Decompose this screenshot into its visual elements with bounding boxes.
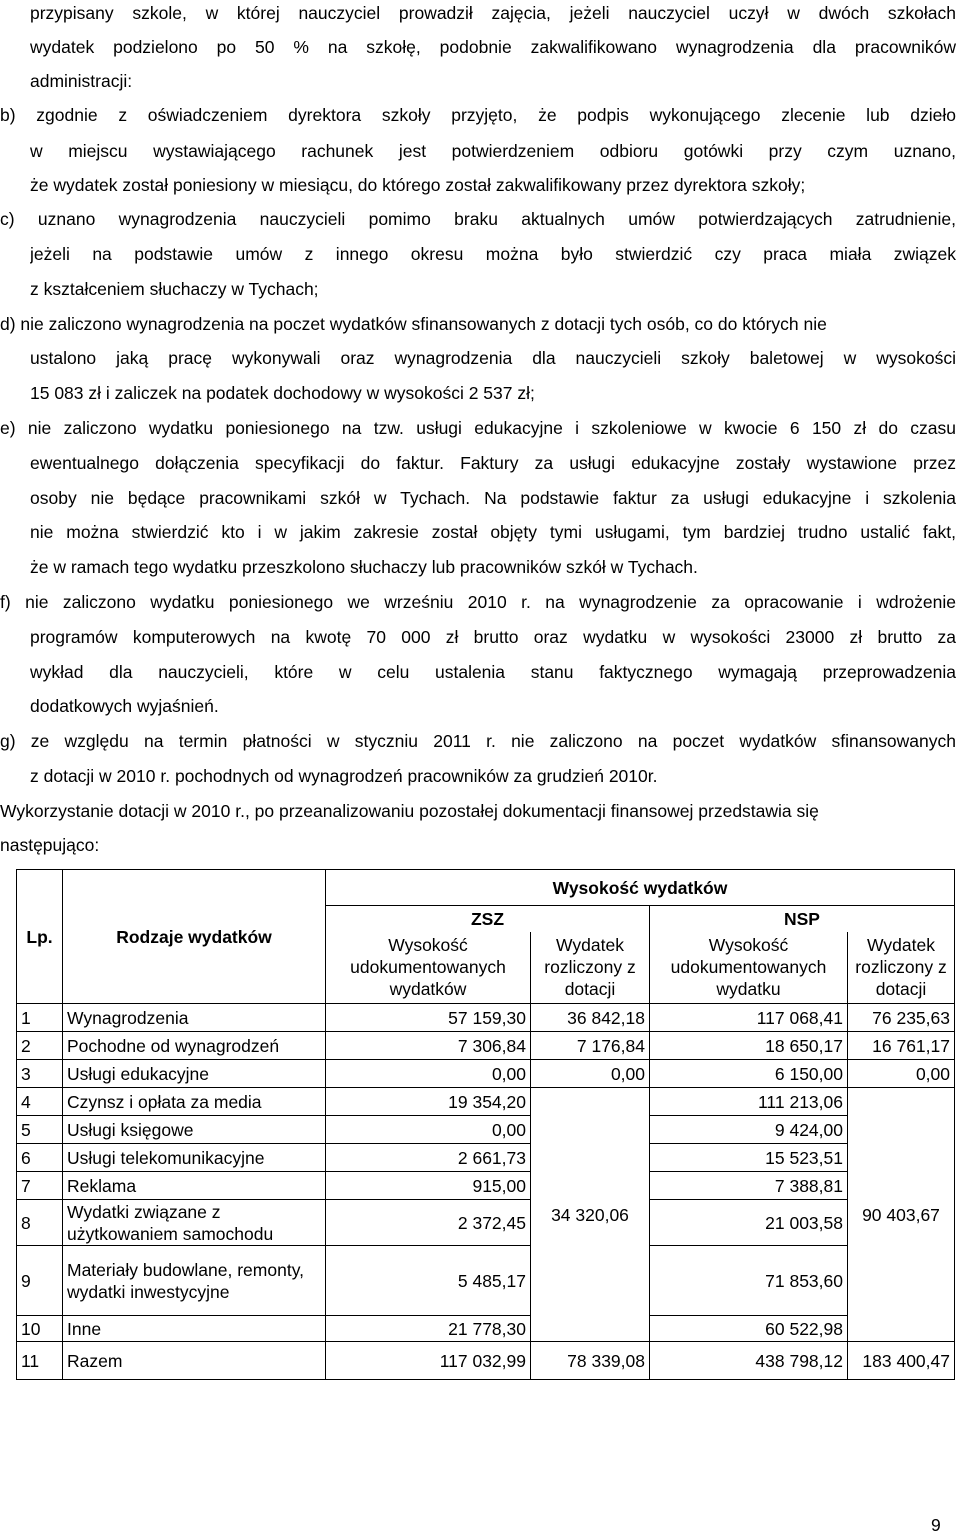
row-name: Reklama bbox=[63, 1172, 326, 1200]
table-row bbox=[17, 1200, 955, 1246]
row-nsp-documented: 60 522,98 bbox=[650, 1316, 848, 1342]
row-name: Usługi edukacyjne bbox=[63, 1060, 326, 1088]
text-line: że w ramach tego wydatku przeszkolono słuchaczy lub pracowników szkół w Tychach. bbox=[30, 557, 698, 577]
merged-nsp-settled: 90 403,67 bbox=[848, 1088, 955, 1342]
row-zsz-documented: 57 159,30 bbox=[326, 1004, 531, 1032]
row-name: Usługi telekomunikacyjne bbox=[63, 1144, 326, 1172]
text-line: przypisany szkole, w której nauczyciel prowadził zajęcia, jeżeli nauczyciel uczył w dwóch szkołach bbox=[30, 3, 956, 23]
row-lp: 10 bbox=[17, 1316, 63, 1342]
row-name: Czynsz i opłata za media bbox=[63, 1088, 326, 1116]
text-line: f) nie zaliczono wydatku poniesionego we wrześniu 2010 r. na wynagrodzenie za opracowanie i wdrożenie bbox=[0, 592, 956, 612]
header-lp: Lp. bbox=[17, 870, 63, 1004]
header-zsz: ZSZ bbox=[326, 906, 650, 932]
text-line: wykład dla nauczycieli, które w celu ustalenia stanu faktycznego wymagają przeprowadzenia bbox=[30, 662, 956, 682]
text-line: z kształceniem słuchaczy w Tychach; bbox=[30, 279, 319, 299]
row-nsp-documented: 117 068,41 bbox=[650, 1004, 848, 1032]
text-line: jeżeli na podstawie umów z innego okresu można było stwierdzić czy praca miała związek bbox=[30, 244, 956, 264]
row-zsz-documented: 2 661,73 bbox=[326, 1144, 531, 1172]
row-lp: 11 bbox=[17, 1342, 63, 1380]
row-lp: 3 bbox=[17, 1060, 63, 1088]
header-zsz-documented: Wysokość udokumentowanych wydatków bbox=[326, 932, 531, 1004]
table-row bbox=[17, 1172, 955, 1200]
row-nsp-documented: 111 213,06 bbox=[650, 1088, 848, 1116]
row-zsz-documented: 0,00 bbox=[326, 1060, 531, 1088]
row-lp: 4 bbox=[17, 1088, 63, 1116]
row-zsz-settled: 36 842,18 bbox=[531, 1004, 650, 1032]
text-line: dodatkowych wyjaśnień. bbox=[30, 696, 219, 716]
header-nsp-documented: Wysokość udokumentowanych wydatku bbox=[650, 932, 848, 1004]
text-line: z dotacji w 2010 r. pochodnych od wynagrodzeń pracowników za grudzień 2010r. bbox=[30, 766, 658, 786]
row-lp: 9 bbox=[17, 1246, 63, 1316]
text-line: b) zgodnie z oświadczeniem dyrektora szkoły przyjęto, że podpis wykonującego zlecenie lub dzieło bbox=[0, 105, 956, 125]
row-nsp-documented: 71 853,60 bbox=[650, 1246, 848, 1316]
text-line: następująco: bbox=[0, 835, 100, 855]
row-zsz-settled: 7 176,84 bbox=[531, 1032, 650, 1060]
text-line: ewentualnego dołączenia specyfikacji do faktur. Faktury za usługi edukacyjne zostały wystawione przez bbox=[30, 453, 956, 473]
row-zsz-settled: 0,00 bbox=[531, 1060, 650, 1088]
text-line: e) nie zaliczono wydatku poniesionego na tzw. usługi edukacyjne i szkoleniowe w kwocie 6 150 zł do czasu bbox=[0, 418, 956, 438]
row-nsp-settled: 0,00 bbox=[848, 1060, 955, 1088]
row-zsz-documented: 7 306,84 bbox=[326, 1032, 531, 1060]
text-line: Wykorzystanie dotacji w 2010 r., po przeanalizowaniu pozostałej dokumentacji finansowej przedstawia się bbox=[0, 801, 819, 821]
row-lp: 6 bbox=[17, 1144, 63, 1172]
row-zsz-documented: 19 354,20 bbox=[326, 1088, 531, 1116]
text-line: że wydatek został poniesiony w miesiącu, do którego został zakwalifikowany przez dyrektora szkoły; bbox=[30, 175, 806, 195]
row-name: Wydatki związane z użytkowaniem samochodu bbox=[63, 1200, 326, 1246]
header-nsp-settled: Wydatek rozliczony z dotacji bbox=[848, 932, 955, 1004]
table-row bbox=[17, 1316, 955, 1342]
row-zsz-documented: 5 485,17 bbox=[326, 1246, 531, 1316]
row-nsp-documented: 21 003,58 bbox=[650, 1200, 848, 1246]
row-nsp-documented: 9 424,00 bbox=[650, 1116, 848, 1144]
row-name: Wynagrodzenia bbox=[63, 1004, 326, 1032]
row-lp: 8 bbox=[17, 1200, 63, 1246]
header-zsz-settled: Wydatek rozliczony z dotacji bbox=[531, 932, 650, 1004]
text-line: g) ze względu na termin płatności w styczniu 2011 r. nie zaliczono na poczet wydatków sfinansowanych bbox=[0, 731, 956, 751]
row-name: Pochodne od wynagrodzeń bbox=[63, 1032, 326, 1060]
row-nsp-settled: 183 400,47 bbox=[848, 1342, 955, 1380]
table-row bbox=[17, 1144, 955, 1172]
text-line: programów komputerowych na kwotę 70 000 zł brutto oraz wydatku w wysokości 23000 zł brutto za bbox=[30, 627, 956, 647]
row-zsz-documented: 117 032,99 bbox=[326, 1342, 531, 1380]
text-line: administracji: bbox=[30, 71, 133, 91]
row-nsp-documented: 18 650,17 bbox=[650, 1032, 848, 1060]
row-nsp-documented: 438 798,12 bbox=[650, 1342, 848, 1380]
table-row bbox=[17, 1004, 955, 1032]
row-name: Razem bbox=[63, 1342, 326, 1380]
header-nsp: NSP bbox=[650, 906, 955, 932]
row-zsz-settled: 78 339,08 bbox=[531, 1342, 650, 1380]
row-lp: 1 bbox=[17, 1004, 63, 1032]
text-line: nie można stwierdzić kto i w jakim zakresie został objęty tymi usługami, tym bardziej trudno ustalić fakt, bbox=[30, 522, 956, 542]
row-name: Materiały budowlane, remonty, wydatki inwestycyjne bbox=[63, 1246, 326, 1316]
row-nsp-settled: 76 235,63 bbox=[848, 1004, 955, 1032]
table-row bbox=[17, 1088, 955, 1116]
text-line: d) nie zaliczono wynagrodzenia na poczet wydatków sfinansowanych z dotacji tych osób, co do których nie bbox=[0, 314, 827, 334]
row-nsp-documented: 7 388,81 bbox=[650, 1172, 848, 1200]
table-row bbox=[17, 1032, 955, 1060]
row-lp: 2 bbox=[17, 1032, 63, 1060]
row-nsp-documented: 6 150,00 bbox=[650, 1060, 848, 1088]
row-zsz-documented: 915,00 bbox=[326, 1172, 531, 1200]
row-name: Inne bbox=[63, 1316, 326, 1342]
row-name: Usługi księgowe bbox=[63, 1116, 326, 1144]
row-nsp-documented: 15 523,51 bbox=[650, 1144, 848, 1172]
text-line: osoby nie będące pracownikami szkół w Tychach. Na podstawie faktur za usługi edukacyjne i szkolenia bbox=[30, 488, 956, 508]
row-lp: 5 bbox=[17, 1116, 63, 1144]
row-zsz-documented: 21 778,30 bbox=[326, 1316, 531, 1342]
row-lp: 7 bbox=[17, 1172, 63, 1200]
text-line: wydatek podzielono po 50 % na szkołę, podobnie zakwalifikowano wynagrodzenia dla pracowników bbox=[30, 37, 956, 57]
expenses-table bbox=[16, 869, 955, 1380]
row-zsz-documented: 2 372,45 bbox=[326, 1200, 531, 1246]
row-nsp-settled: 16 761,17 bbox=[848, 1032, 955, 1060]
table-row bbox=[17, 1116, 955, 1144]
table-row bbox=[17, 1060, 955, 1088]
table-row bbox=[17, 1246, 955, 1316]
merged-zsz-settled: 34 320,06 bbox=[531, 1088, 650, 1342]
table-row bbox=[17, 1342, 955, 1380]
page-number: 9 bbox=[931, 1515, 941, 1535]
header-wysokosc: Wysokość wydatków bbox=[326, 870, 955, 906]
text-line: c) uznano wynagrodzenia nauczycieli pomimo braku aktualnych umów potwierdzających zatrudnienie, bbox=[0, 209, 956, 229]
text-line: 15 083 zł i zaliczek na podatek dochodowy w wysokości 2 537 zł; bbox=[30, 383, 535, 403]
row-zsz-documented: 0,00 bbox=[326, 1116, 531, 1144]
header-rodzaje: Rodzaje wydatków bbox=[63, 870, 326, 1004]
text-line: w miejscu wystawiającego rachunek jest potwierdzeniem odbioru gotówki przy czym uznano, bbox=[30, 141, 956, 161]
text-line: ustalono jaką pracę wykonywali oraz wynagrodzenia dla nauczycieli szkoły baletowej w wysokości bbox=[30, 348, 956, 368]
